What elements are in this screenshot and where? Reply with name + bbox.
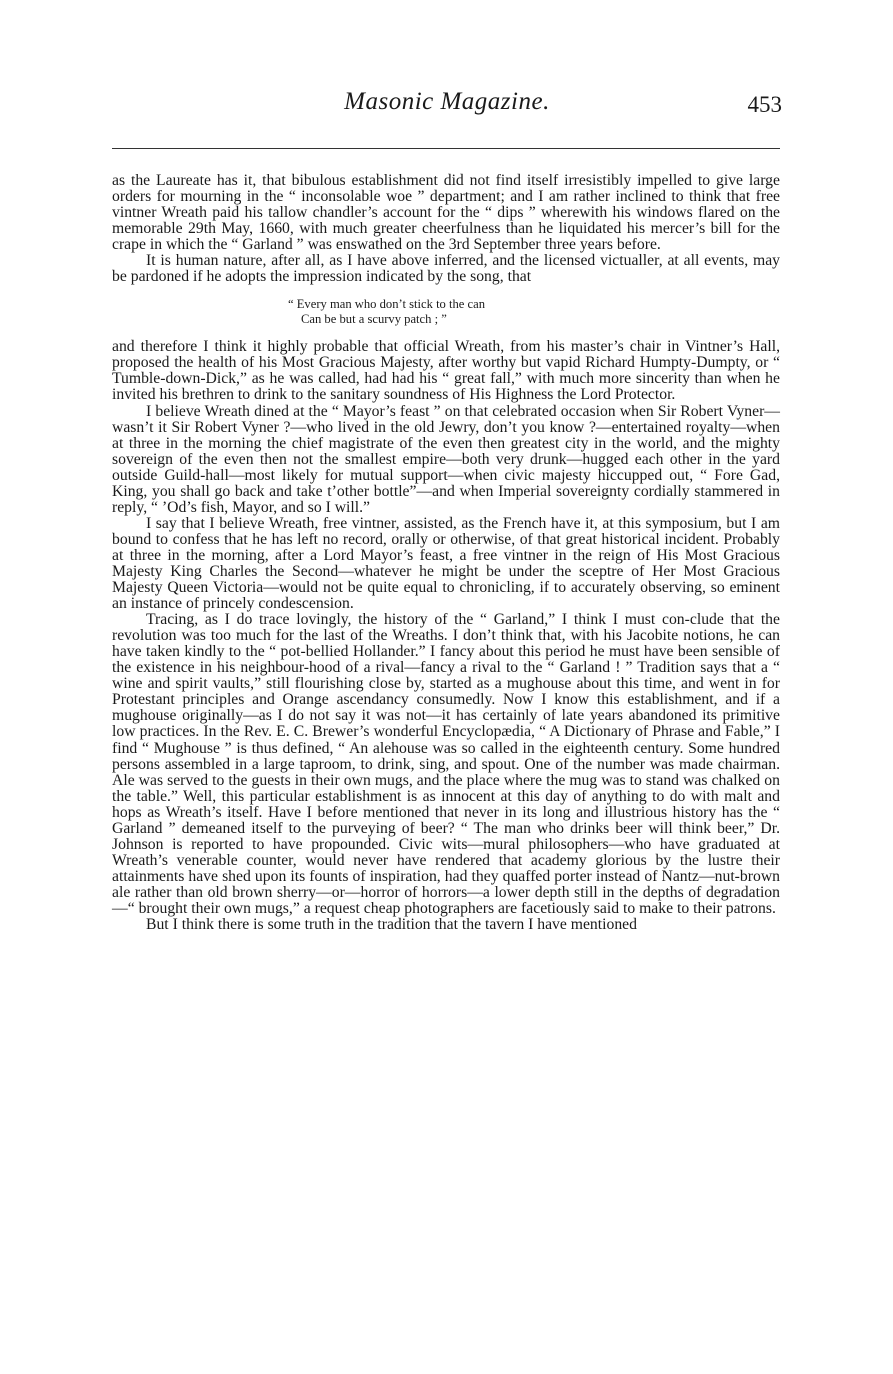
article-body [112,173,780,933]
paragraph-7: But I think there is some truth in the tradition that the tavern I have mentioned [146,916,637,934]
running-title: Masonic Magazine. [344,88,550,115]
paragraph-2: It is human nature, after all, as I have above inferred, and the licensed victualler, at all events, may be pardoned if he adopts the impression indicated by the song, that [112,252,780,286]
verse-quote [288,297,780,327]
paragraph-4: I believe Wreath dined at the “ Mayor’s feast ” on that celebrated occasion when Sir Robert Vyner—wasn’t it Sir Robert Vyner ?—who lived in the old Jewry, don’t you know ?—entertained royalty—when at three in the morning the chief magistrate of the even then greatest city in the world, and the mighty sovereign of the even then not the smallest empire—both very drunk—hugged each other in the yard outside Guild-hall—most likely for mutual support—when civic majesty hiccupped out, “ Fore Gad, King, you shall go back and take t’other bottle”—and when Imperial sovereignty cordially stammered in reply, “ ’Od’s fish, Mayor, and so I will.” [112,402,780,516]
paragraph-1: as the Laureate has it, that bibulous establishment did not find itself irresistibly impelled to give large orders for mourning in the “ inconsolable woe ” department; and I am rather inclined to think that free vintner Wreath paid his tallow chandler’s account for the “ dips ” wherewith his windows flared on the memorable 29th May, 1660, with much greater cheerfulness than he liquidated his mercer’s bill for the crape in which the “ Garland ” was enswathed on the 3rd September three years before. [112,172,780,254]
paragraph-5: I say that I believe Wreath, free vintner, assisted, as the French have it, at this symposium, but I am bound to confess that he has left no record, orally or otherwise, of that great historical incident. Probably at three in the morning, after a Lord Mayor’s feast, a free vintner in the reign of His Most Gracious Majesty King Charles the Second—whatever he might be under the sceptre of Her Most Gracious Majesty Queen Victoria—would not be quite equal to chronicling, if to accurately observing, so eminent an instance of princely condescension. [112,514,780,613]
page-number: 453 [747,92,782,117]
running-head [112,88,782,128]
header-rule [112,148,780,149]
verse-line-2: Can be but a scurvy patch ; ” [301,312,447,327]
paragraph-3: and therefore I think it highly probable that official Wreath, from his master’s chair in Vintner’s Hall, proposed the health of his Most Gracious Majesty, after worthy but vapid Richard Humpty-Dumpty, or “ Tumble-down-Dick,” as he was called, had had his “ great fall,” with much more sincerity than when he invited his brethren to drink to the sanitary soundness of His Highness the Lord Protector. [112,338,780,404]
paragraph-6: Tracing, as I do trace lovingly, the history of the “ Garland,” I think I must con-clude that the revolution was too much for the last of the Wreaths. I don’t think that, with his Jacobite notions, he can have taken kindly to the “ pot-bellied Hollander.” I fancy about this period he must have been sensible of the existence in his neighbour-hood of a rival—fancy a rival to the “ Garland ! ” Tradition says that a “ wine and spirit vaults,” still flourishing close by, started as a mughouse about this time, and went in for Protestant principles and Orange ascendancy consumedly. Now I know this establishment, and if a mughouse originally—as I do not say it was not—it has certainly of late years abandoned its primitive low practices. In the Rev. E. C. Brewer’s wonderful Encyclopædia, “ A Dictionary of Phrase and Fable,” I find “ Mughouse ” is thus defined, “ An alehouse was so called in the eighteenth century. Some hundred persons assembled in a large taproom, to drink, sing, and spout. One of the number was made chairman. Ale was served to the guests in their own mugs, and the place where the mug was to stand was chalked on the table.” Well, this particular establishment is as innocent at this day of anything to do with malt and hops as Wreath’s itself. Have I before mentioned that never in its long and illustrious history has the “ Garland ” demeaned itself to the purveying of beer? “ The man who drinks beer will think beer,” Dr. Johnson is reported to have propounded. Civic wits—mural philosophers—who have graduated at Wreath’s venerable counter, would never have rendered that academy glorious by the lustre their attainments have shed upon its founts of inspiration, had they quaffed porter instead of Nantz—nut-brown ale rather than old brown sherry—or—horror of horrors—a lower depth still in the depths of degradation—“ brought their own mugs,” a request cheap photographers are facetiously said to make to their patrons. [112,611,780,917]
verse-line-1: “ Every man who don’t stick to the can [288,297,486,312]
